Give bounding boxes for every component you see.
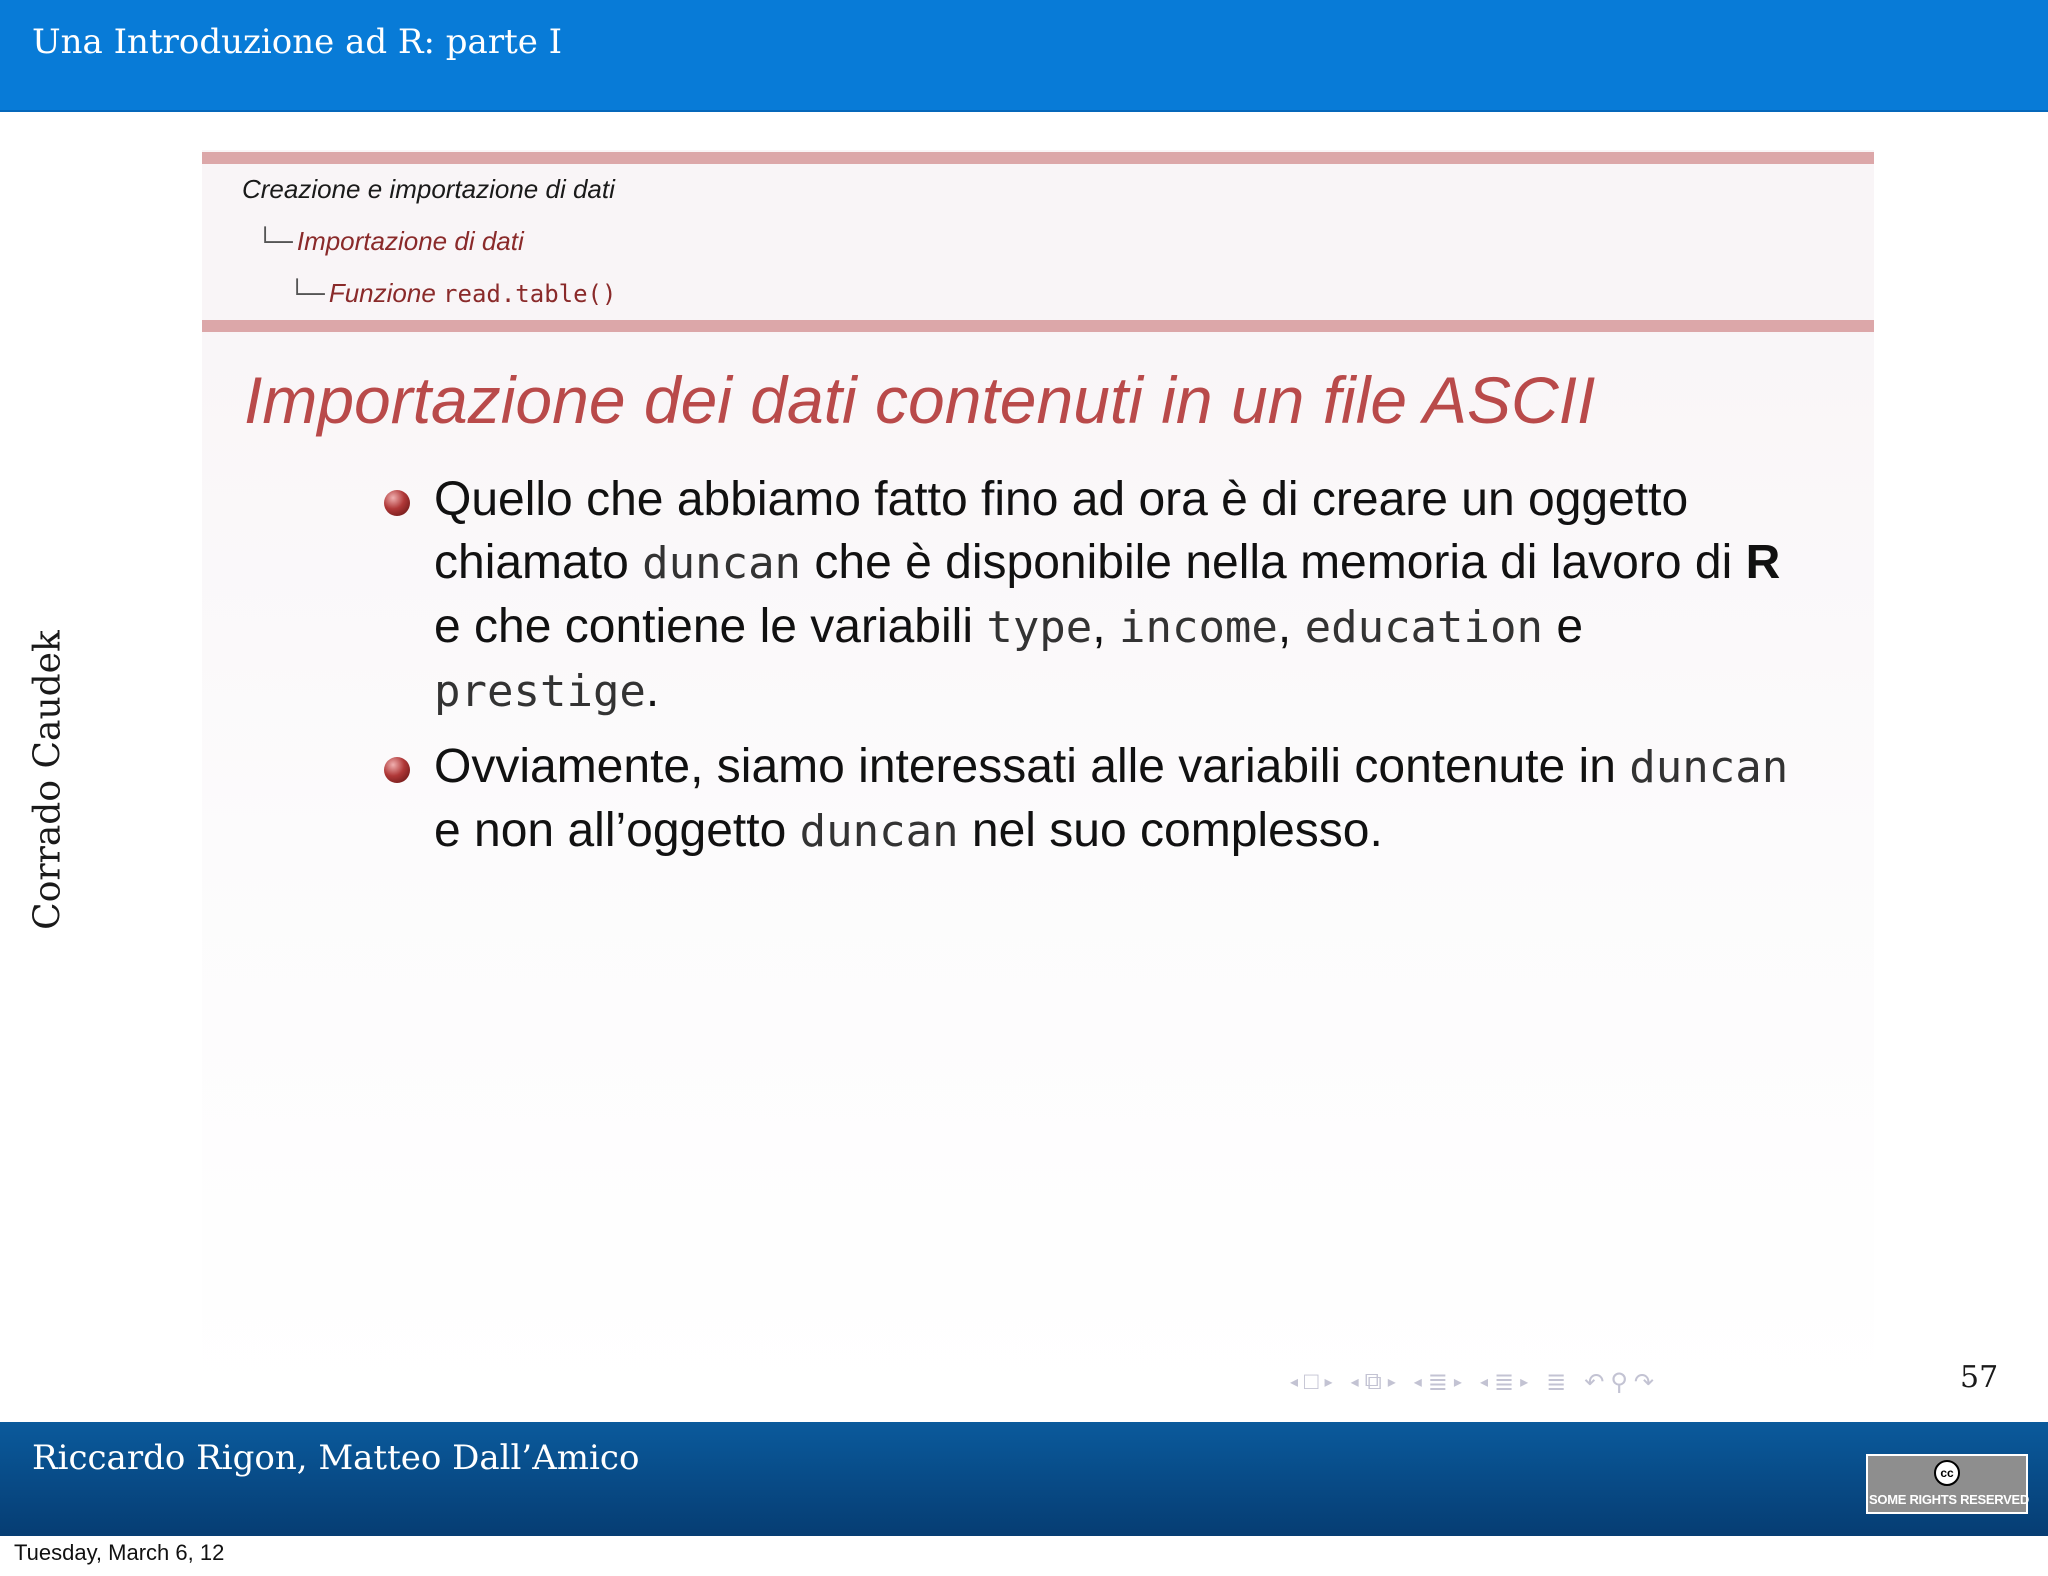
slide-frame: [202, 150, 1874, 1408]
code-run: duncan: [799, 806, 959, 857]
cc-license-text: SOME RIGHTS RESERVED: [1869, 1492, 2029, 1507]
code-run: prestige: [434, 666, 646, 717]
cc-logo-icon: cc: [1934, 1460, 1960, 1486]
text-run: e che contiene le variabili: [434, 600, 987, 653]
bold-run: R: [1745, 536, 1781, 589]
nav-section-icon[interactable]: ◂ ≣ ▸: [1413, 1368, 1462, 1396]
frame-title: Importazione dei dati contenuti in un file ASCII: [244, 363, 1596, 437]
breadcrumb-subsubsection: [288, 278, 616, 309]
code-run: type: [986, 602, 1093, 653]
breadcrumb-code: read.table(): [443, 280, 617, 308]
bullet-icon: [384, 757, 410, 783]
text-run: Quello che abbiamo fatto fino ad ora è di creare un oggetto chiamato: [434, 473, 1689, 589]
code-run: education: [1304, 602, 1544, 653]
nav-subsection-icon[interactable]: ◂ ⧉ ▸: [1350, 1368, 1396, 1395]
header-bar: [0, 0, 2048, 112]
breadcrumb-subsection-label: Importazione di dati: [296, 226, 524, 256]
text-run: .: [645, 664, 660, 717]
cc-license-badge[interactable]: [1866, 1454, 2028, 1514]
nav-subsection-list-icon[interactable]: ◂ ≣ ▸: [1479, 1368, 1529, 1396]
nav-toc-icon[interactable]: ≣: [1546, 1368, 1567, 1396]
nav-forward-icon[interactable]: ↷: [1633, 1368, 1655, 1396]
footer-authors: Riccardo Rigon, Matteo Dall’Amico: [32, 1438, 640, 1478]
bullet-icon: [384, 490, 410, 516]
sidebar-author: Corrado Caudek: [27, 630, 69, 930]
nav-search-icon[interactable]: ⚲: [1610, 1368, 1628, 1396]
code-run: income: [1118, 602, 1278, 653]
footer-bar: [0, 1422, 2048, 1536]
beamer-navigation: [1290, 1364, 1654, 1400]
text-run: che è disponibile nella memoria di lavoro di: [801, 536, 1746, 589]
nav-history-icons: [1584, 1368, 1654, 1397]
text-run: nel suo complesso.: [958, 804, 1383, 857]
text-run: e non all’oggetto: [434, 804, 800, 857]
code-run: duncan: [642, 538, 802, 589]
text-run: ,: [1092, 600, 1119, 653]
list-item: [378, 735, 1798, 863]
text-run: e: [1543, 600, 1584, 653]
top-rule: [202, 152, 1874, 164]
bullet-list: [378, 468, 1798, 875]
text-run: Ovviamente, siamo interessati alle variabili contenute in: [434, 740, 1630, 793]
code-run: duncan: [1629, 742, 1789, 793]
nav-frame-icon[interactable]: ◂ □ ▸: [1290, 1368, 1333, 1395]
nav-back-icon[interactable]: ↶: [1584, 1368, 1605, 1396]
presentation-title: Una Introduzione ad R: parte I: [32, 22, 563, 62]
breadcrumb-subsubsection-label: Funzione: [328, 278, 436, 308]
tree-branch-icon: └─: [288, 278, 325, 308]
list-item: [378, 468, 1798, 723]
page-number: 57: [1960, 1360, 1999, 1395]
breadcrumb-section: Creazione e importazione di dati: [242, 174, 615, 204]
text-run: ,: [1277, 600, 1305, 653]
tree-branch-icon: └─: [256, 226, 293, 256]
date-stamp: Tuesday, March 6, 12: [14, 1540, 225, 1565]
breadcrumb-subsection: [256, 226, 524, 257]
bottom-rule: [202, 320, 1874, 332]
